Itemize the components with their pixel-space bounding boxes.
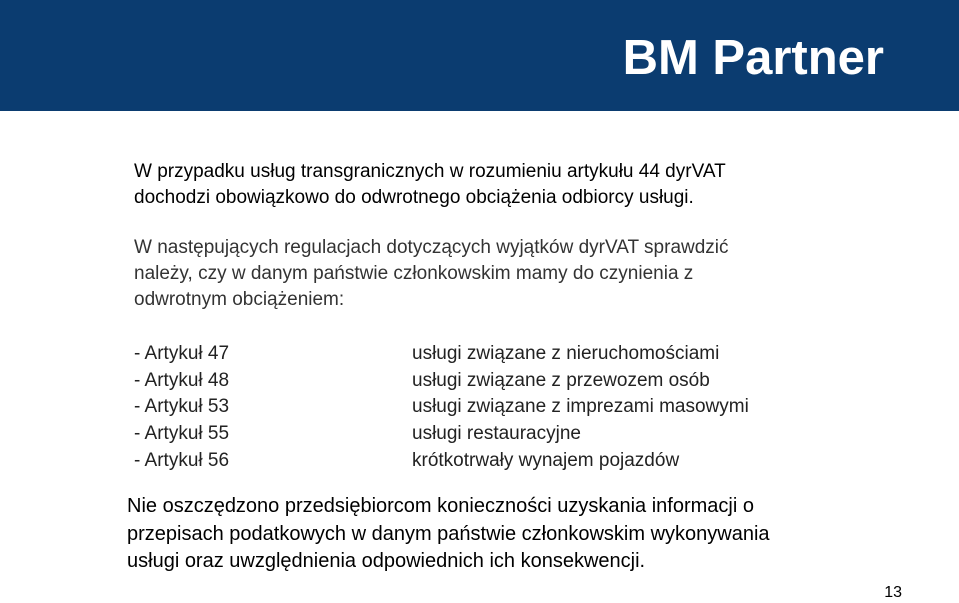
paragraph-exceptions [134, 235, 729, 313]
text-line: W przypadku usług transgranicznych w rozumieniu artykułu 44 dyrVAT [134, 161, 726, 182]
list-item [134, 394, 749, 421]
page-number: 13 [884, 584, 902, 601]
article-description: usługi związane z imprezami masowymi [412, 396, 749, 418]
list-item [134, 341, 749, 368]
list-item [134, 448, 749, 475]
header-bar [0, 0, 959, 111]
paragraph-transborder [134, 159, 726, 211]
brand-title: BM Partner [622, 31, 884, 85]
text-line: odwrotnym obciążeniem: [134, 289, 345, 310]
article-description: usługi związane z nieruchomościami [412, 343, 720, 364]
article-number: - Artykuł 53 [134, 396, 230, 418]
list-item [134, 421, 749, 448]
article-description: usługi związane z przewozem osób [412, 369, 710, 391]
text-line: dochodzi obowiązkowo do odwrotnego obciążenia odbiorcy usługi. [134, 187, 694, 208]
article-number: - Artykuł 48 [134, 369, 230, 391]
text-line: należy, czy w danym państwie członkowskim mamy do czynienia z [134, 263, 694, 284]
article-number: - Artykuł 55 [134, 423, 230, 445]
text-line: W następujących regulacjach dotyczących wyjątków dyrVAT sprawdzić [134, 237, 729, 258]
paragraph-conclusion [127, 493, 770, 576]
text-line: Nie oszczędzono przedsiębiorcom konieczności uzyskania informacji o [127, 495, 754, 517]
text-line: usługi oraz uwzględnienia odpowiednich ich konsekwencji. [127, 550, 646, 572]
article-description: usługi restauracyjne [412, 423, 581, 445]
article-description: krótkotrwały wynajem pojazdów [412, 449, 680, 471]
article-number: - Artykuł 47 [134, 343, 230, 364]
list-item [134, 368, 749, 395]
articles-list [134, 341, 749, 475]
text-line: przepisach podatkowych w danym państwie członkowskim wykonywania [127, 522, 770, 545]
article-number: - Artykuł 56 [134, 449, 230, 471]
